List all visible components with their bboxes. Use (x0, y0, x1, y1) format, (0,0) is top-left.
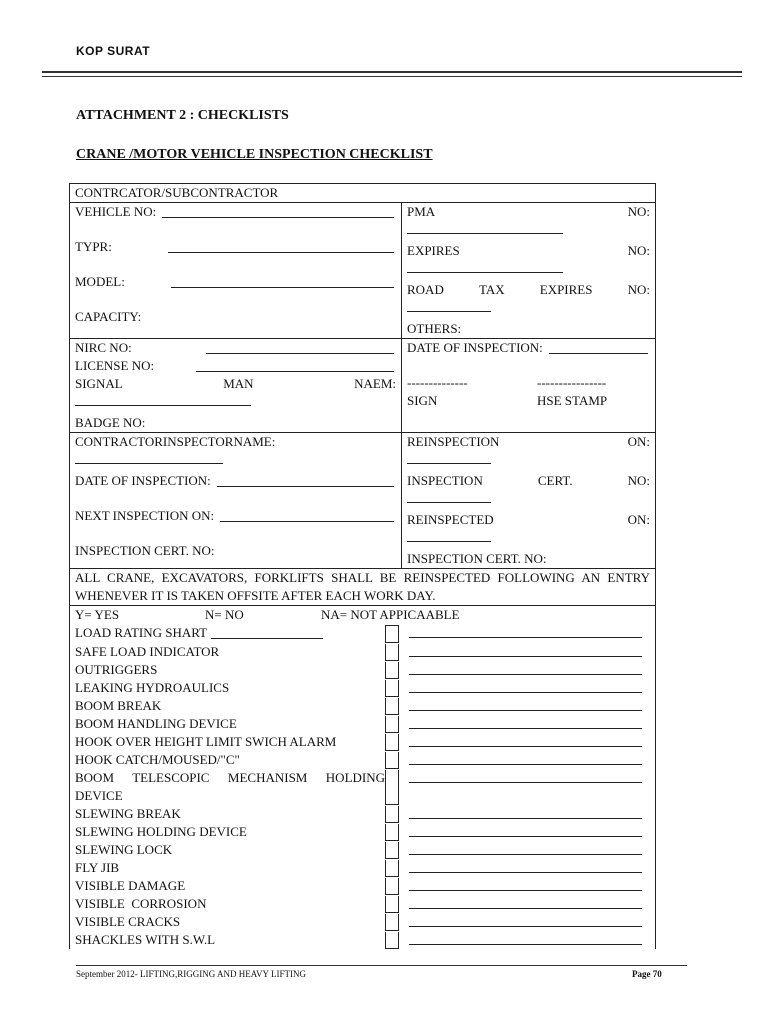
checklist-item (75, 823, 650, 841)
inspector-name-label: CONTRACTORINSPECTORNAME: (75, 434, 276, 449)
checklist-item (75, 751, 650, 769)
checklist-checkbox[interactable] (385, 932, 399, 949)
hse-stamp-label: HSE STAMP (537, 393, 608, 408)
reinspection-on-label: ON: (627, 434, 651, 449)
checklist-item (75, 769, 650, 805)
typr-field[interactable] (168, 240, 394, 253)
checklist-remark-field[interactable] (409, 733, 642, 747)
stamp-dashes: ---------------- (537, 375, 607, 390)
cert-no-label: NO: (627, 473, 650, 488)
road-tax-no-field[interactable] (407, 299, 491, 312)
vehicle-cell (70, 203, 402, 339)
page-number: Page 70 (632, 969, 662, 979)
legend-na: NA= NOT APPICAABLE (321, 607, 460, 622)
license-no-field[interactable] (196, 359, 394, 372)
nirc-no-label: NIRC NO: (75, 340, 132, 355)
expires-no-label: NO: (627, 243, 651, 258)
checklist-item (75, 805, 650, 823)
checklist-item-label: SLEWING BREAK (75, 806, 181, 821)
checklist-item (75, 733, 650, 751)
vehicle-no-label: VEHICLE NO: (75, 204, 157, 219)
checklist-item-label: VISIBLE CORROSION (75, 896, 207, 911)
checklist-item-label: BOOM TELESCOPIC MECHANISM HOLDING DEVICE (75, 770, 385, 803)
sign-cell (402, 339, 656, 433)
checklist-checkbox[interactable] (385, 860, 399, 877)
checklist-remark-field[interactable] (409, 931, 642, 945)
checklist-item (75, 679, 650, 697)
notice-text: ALL CRANE, EXCAVATORS, FORKLIFTS SHALL BE REINSPECTED FOLLOWING AN ENTRY WHENEVER IT IS TAKEN OFFSITE AFTER EACH WORK DAY. (70, 569, 656, 606)
checklist-checkbox[interactable] (385, 842, 399, 859)
contractor-label: CONTRCATOR/SUBCONTRACTOR (75, 185, 279, 200)
checklist-cell (70, 606, 656, 950)
checklist-item-label: HOOK OVER HEIGHT LIMIT SWICH ALARM (75, 734, 337, 749)
road-tax-no-label: NO: (627, 282, 650, 297)
inspection-label: INSPECTION (407, 473, 483, 488)
naem-label: NAEM: (354, 376, 396, 391)
pma-label: PMA (407, 204, 436, 219)
checklist-remark-field[interactable] (409, 769, 642, 783)
model-field[interactable] (171, 275, 394, 288)
checklist-item (75, 643, 650, 661)
checklist-checkbox[interactable] (385, 914, 399, 931)
header-rule (42, 71, 742, 73)
checklist-checkbox[interactable] (385, 806, 399, 823)
checklist-item (75, 931, 650, 949)
checklist-checkbox[interactable] (385, 824, 399, 841)
inspector-date-field[interactable] (217, 474, 394, 487)
license-no-label: LICENSE NO: (75, 358, 155, 373)
inspector-row (70, 433, 656, 569)
signal-label: SIGNAL (75, 376, 123, 391)
checklist-item (75, 697, 650, 715)
contractor-cell[interactable] (70, 184, 656, 203)
road-expires-label: EXPIRES (539, 282, 593, 297)
checklist-item (75, 624, 650, 643)
checklist-checkbox[interactable] (385, 734, 399, 751)
signal-man-name-field[interactable] (75, 393, 251, 406)
capacity-label: CAPACITY: (75, 309, 142, 324)
operator-cell (70, 339, 402, 433)
badge-no-label: BADGE NO: (75, 415, 146, 430)
checklist-remark-field[interactable] (409, 823, 642, 837)
operator-row (70, 339, 656, 433)
inspector-name-field[interactable] (75, 451, 223, 464)
checklist-checkbox[interactable] (385, 896, 399, 913)
sign-date-field[interactable] (549, 341, 648, 354)
model-label: MODEL: (75, 274, 125, 289)
checklist-remark-field[interactable] (409, 877, 642, 891)
checklist-checkbox[interactable] (385, 878, 399, 895)
cert-label: CERT. (537, 473, 573, 488)
vehicle-no-field[interactable] (162, 205, 394, 218)
reinspection-on-field[interactable] (407, 451, 491, 464)
reinspection-cert-label: INSPECTION CERT. NO: (407, 551, 547, 566)
checklist-remark-field[interactable] (409, 661, 642, 675)
expires-label: EXPIRES (407, 243, 460, 258)
reinspected-on-label: ON: (627, 512, 651, 527)
checklist-row (70, 606, 656, 950)
checklist-remark-field[interactable] (409, 895, 642, 909)
attachment-title: ATTACHMENT 2 : CHECKLISTS (76, 108, 289, 123)
road-label: ROAD (407, 282, 444, 297)
legend-yes: Y= YES (75, 607, 120, 622)
footer-rule (76, 965, 687, 966)
checklist-checkbox[interactable] (385, 698, 399, 715)
checklist-checkbox[interactable] (385, 625, 399, 643)
checklist-item (75, 661, 650, 679)
checklist-item (75, 715, 650, 733)
checklist-remark-field[interactable] (409, 859, 642, 873)
checklist-item-label: SLEWING LOCK (75, 842, 173, 857)
checklist-item-label: SHACKLES WITH S.W.L (75, 932, 216, 947)
reinspected-on-field[interactable] (407, 529, 491, 542)
checklist-item-label: BOOM BREAK (75, 698, 162, 713)
reinspection-label: REINSPECTION (407, 434, 500, 449)
checklist-remark-field[interactable] (409, 751, 642, 765)
checklist-remark-field[interactable] (409, 805, 642, 819)
checklist-item-label: LEAKING HYDROAULICS (75, 680, 230, 695)
nirc-no-field[interactable] (206, 341, 394, 354)
expires-no-field[interactable] (407, 260, 563, 273)
checklist-item-label: SAFE LOAD INDICATOR (75, 644, 220, 659)
pma-no-label: NO: (627, 204, 651, 219)
checklist-item-label: FLY JIB (75, 860, 120, 875)
sign-label: SIGN (407, 393, 438, 408)
header-rule-thin (42, 76, 742, 77)
inspector-cell (70, 433, 402, 569)
checklist-item-label: HOOK CATCH/MOUSED/"C" (75, 752, 240, 767)
checklist-item (75, 841, 650, 859)
inspection-form (69, 183, 656, 949)
legend-no: N= NO (205, 607, 244, 622)
checklist-remark-field[interactable] (409, 841, 642, 855)
checklist-item (75, 913, 650, 931)
checklist-remark-field[interactable] (409, 679, 642, 693)
checklist-checkbox[interactable] (385, 770, 399, 805)
cert-no-field[interactable] (407, 490, 491, 503)
checklist-remark-field[interactable] (409, 624, 642, 638)
contractor-row (70, 184, 656, 203)
checklist-checkbox[interactable] (385, 716, 399, 733)
checklist (75, 624, 650, 949)
next-inspection-label: NEXT INSPECTION ON: (75, 508, 215, 523)
checklist-checkbox[interactable] (385, 680, 399, 697)
tax-label: TAX (478, 282, 505, 297)
checklist-item (75, 895, 650, 913)
pma-no-field[interactable] (407, 221, 563, 234)
vehicle-row (70, 203, 656, 339)
header-company: KOP SURAT (76, 44, 151, 58)
checklist-remark-field[interactable] (409, 697, 642, 711)
others-label: OTHERS: (407, 321, 462, 336)
checklist-remark-field[interactable] (409, 715, 642, 729)
checklist-item-label: BOOM HANDLING DEVICE (75, 716, 237, 731)
checklist-item-label: VISIBLE CRACKS (75, 914, 181, 929)
inspector-date-label: DATE OF INSPECTION: (75, 473, 211, 488)
checklist-item-label: LOAD RATING SHART (75, 625, 208, 640)
checklist-remark-field[interactable] (409, 913, 642, 927)
footer-title: September 2012- LIFTING,RIGGING AND HEAVY LIFTING (76, 969, 306, 979)
checklist-checkbox[interactable] (385, 644, 399, 661)
checklist-item (75, 859, 650, 877)
form-title: CRANE /MOTOR VEHICLE INSPECTION CHECKLIST (76, 147, 433, 162)
checklist-item-label: SLEWING HOLDING DEVICE (75, 824, 247, 839)
checklist-item-label: OUTRIGGERS (75, 662, 158, 677)
checklist-item-label: VISIBLE DAMAGE (75, 878, 186, 893)
sign-date-label: DATE OF INSPECTION: (407, 340, 543, 355)
notice-row (70, 569, 656, 606)
permits-cell (402, 203, 656, 339)
next-inspection-field[interactable] (220, 509, 394, 522)
load-rating-field[interactable] (211, 626, 323, 639)
sign-dashes: -------------- (407, 375, 468, 390)
inspector-cert-label: INSPECTION CERT. NO: (75, 543, 215, 558)
reinspected-label: REINSPECTED (407, 512, 494, 527)
checklist-item (75, 877, 650, 895)
typr-label: TYPR: (75, 239, 112, 254)
man-label: MAN (223, 376, 254, 391)
reinspection-cell (402, 433, 656, 569)
checklist-checkbox[interactable] (385, 752, 399, 769)
checklist-remark-field[interactable] (409, 643, 642, 657)
checklist-checkbox[interactable] (385, 662, 399, 679)
